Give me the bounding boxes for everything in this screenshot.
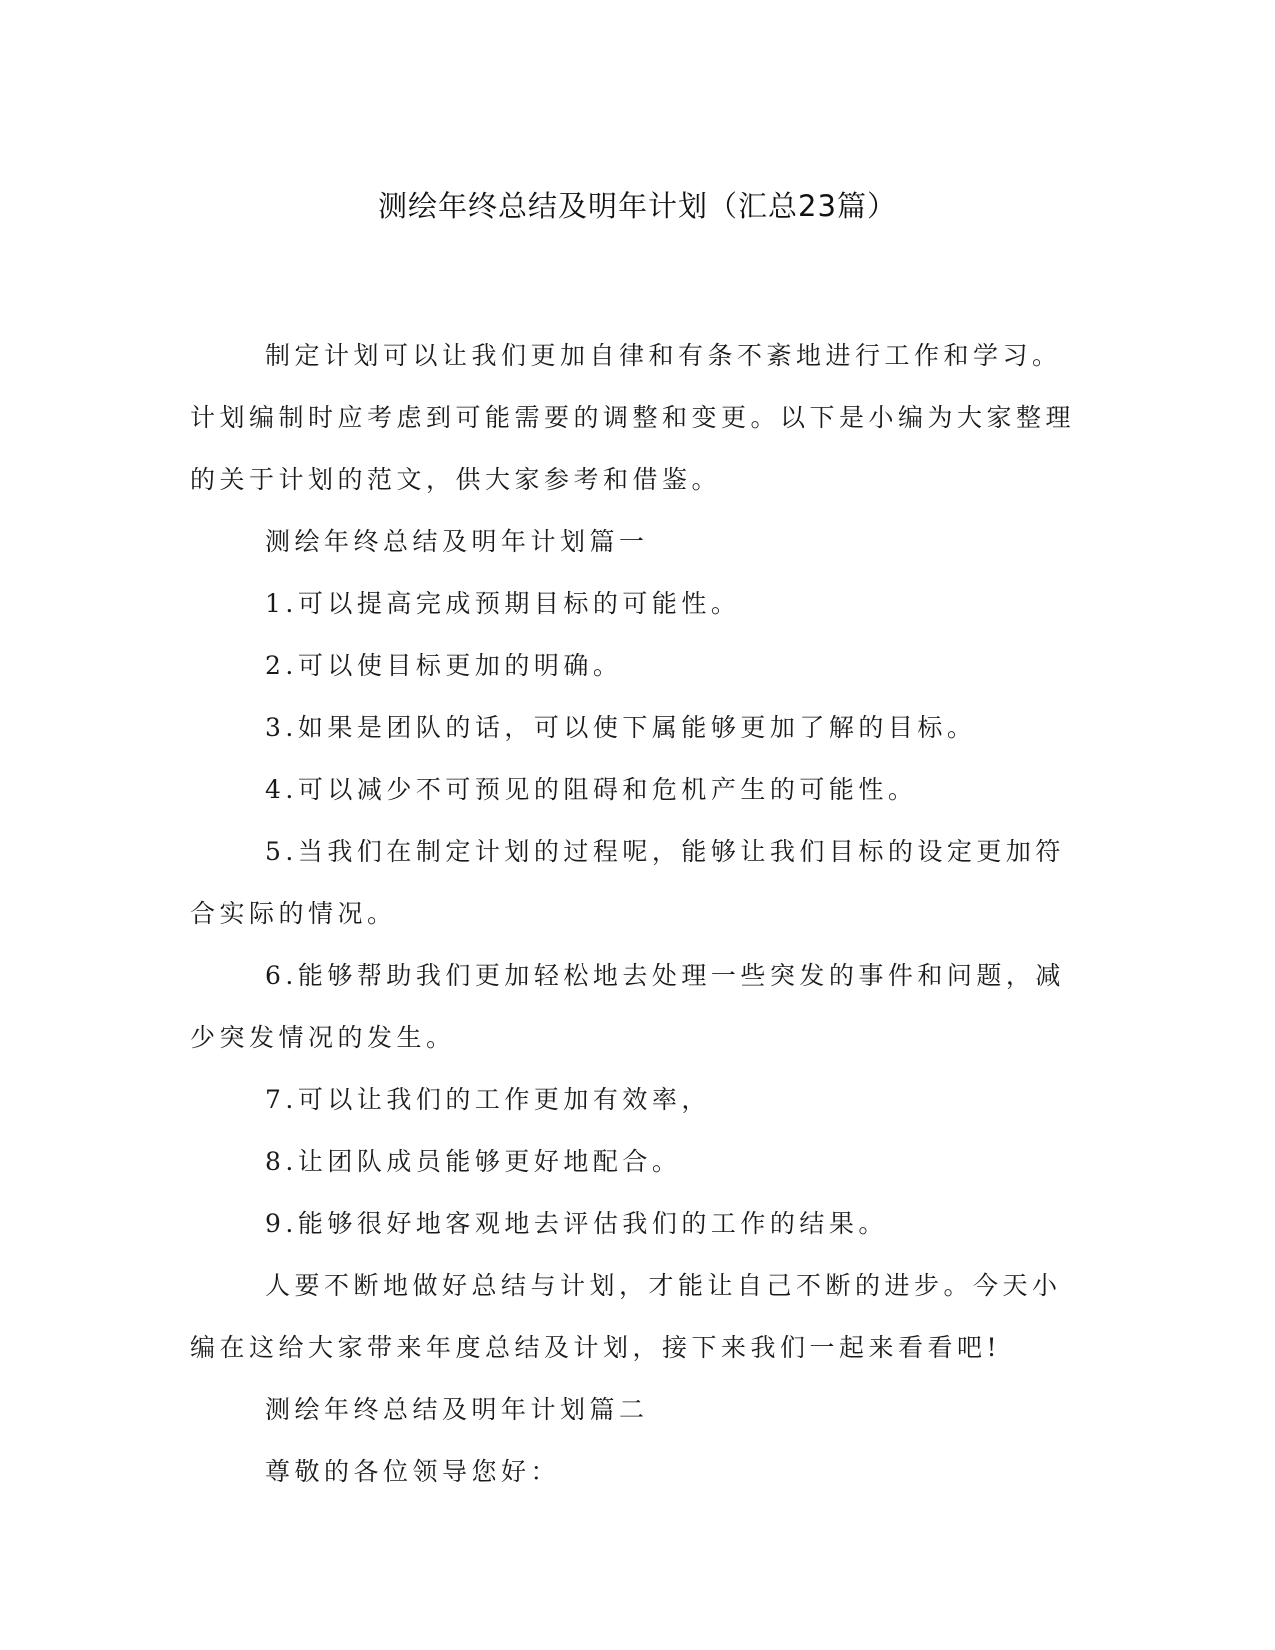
summary-paragraph: 人要不断地做好总结与计划，才能让自己不断的进步。今天小编在这给大家带来年度总结及计划，接下来我们一起来看看吧! xyxy=(190,1271,1062,1362)
list-item-6: 6.能够帮助我们更加轻松地去处理一些突发的事件和问题，减少突发情况的发生。 xyxy=(190,961,1065,1052)
salutation: 尊敬的各位领导您好： xyxy=(265,1457,561,1486)
list-item-9: 9.能够很好地客观地去评估我们的工作的结果。 xyxy=(265,1209,888,1238)
intro-paragraph: 制定计划可以让我们更加自律和有条不紊地进行工作和学习。计划编制时应考虑到可能需要的调整和变更。以下是小编为大家整理的关于计划的范文，供大家参考和借鉴。 xyxy=(190,341,1076,494)
list-item-7: 7.可以让我们的工作更加有效率， xyxy=(265,1085,711,1114)
list-item-1: 1.可以提高完成预期目标的可能性。 xyxy=(265,589,741,618)
section-heading-2: 测绘年终总结及明年计划篇二 xyxy=(265,1395,649,1424)
list-item-3: 3.如果是团队的话，可以使下属能够更加了解的目标。 xyxy=(265,713,977,742)
list-item-2: 2.可以使目标更加的明确。 xyxy=(265,651,623,680)
document-body xyxy=(190,325,1085,1503)
section-heading-1: 测绘年终总结及明年计划篇一 xyxy=(265,527,649,556)
document-title: 测绘年终总结及明年计划（汇总23篇） xyxy=(378,189,897,223)
list-item-4: 4.可以减少不可预见的阻碍和危机产生的可能性。 xyxy=(265,775,918,804)
list-item-5: 5.当我们在制定计划的过程呢，能够让我们目标的设定更加符合实际的情况。 xyxy=(190,837,1065,928)
list-item-8: 8.让团队成员能够更好地配合。 xyxy=(265,1147,682,1176)
